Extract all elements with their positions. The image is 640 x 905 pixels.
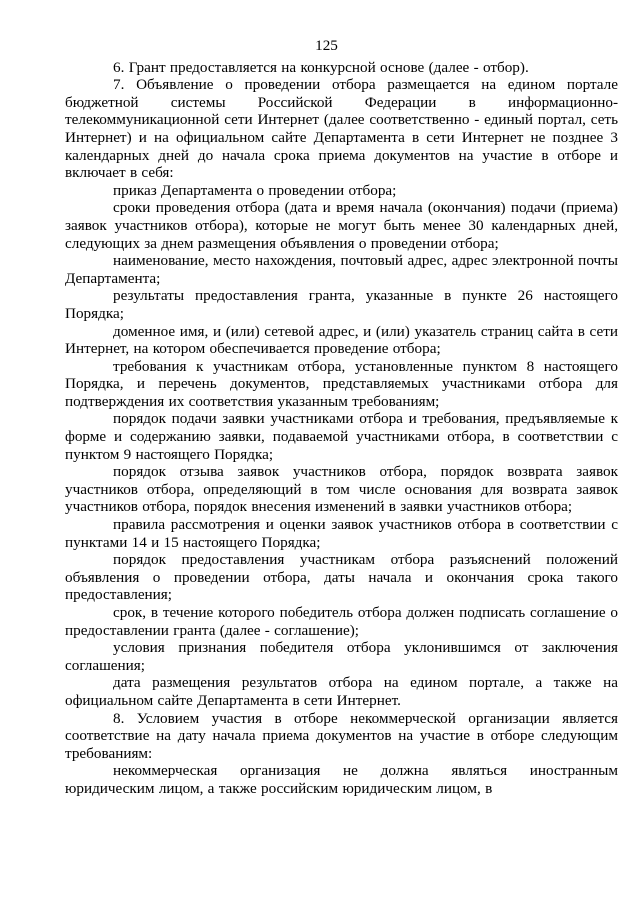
paragraph: некоммерческая организация не должна являться иностранным юридическим лицом, а также российским юридическим лицом, в	[65, 762, 618, 797]
paragraph: 7. Объявление о проведении отбора размещается на едином портале бюджетной системы Российской Федерации в информационно-телекоммуникационной сети Интернет (далее соответственно - единый портал, сеть Интернет) и на официальном сайте Департамента в сети Интернет не позднее 3 календарных дней до начала срока приема документов на участие в отборе и включает в себя:	[65, 76, 618, 182]
paragraph: результаты предоставления гранта, указанные в пункте 26 настоящего Порядка;	[65, 287, 618, 322]
paragraph: срок, в течение которого победитель отбора должен подписать соглашение о предоставлении гранта (далее - соглашение);	[65, 604, 618, 639]
paragraph: порядок предоставления участникам отбора разъяснений положений объявления о проведении отбора, даты начала и окончания срока такого предоставления;	[65, 551, 618, 604]
paragraph: порядок подачи заявки участниками отбора и требования, предъявляемые к форме и содержанию заявки, подаваемой участниками отбора, в соответствии с пунктом 9 настоящего Порядка;	[65, 410, 618, 463]
paragraph: приказ Департамента о проведении отбора;	[113, 181, 397, 199]
paragraph: 6. Грант предоставляется на конкурсной основе (далее - отбор).	[113, 58, 529, 76]
paragraph: условия признания победителя отбора уклонившимся от заключения соглашения;	[65, 639, 618, 674]
page-number: 125	[315, 37, 338, 54]
paragraph: правила рассмотрения и оценки заявок участников отбора в соответствии с пунктами 14 и 15 настоящего Порядка;	[65, 516, 618, 551]
paragraph: наименование, место нахождения, почтовый адрес, адрес электронной почты Департамента;	[65, 252, 618, 287]
paragraph: 8. Условием участия в отборе некоммерческой организации является соответствие на дату начала приема документов на участие в отборе следующим требованиям:	[65, 709, 618, 762]
paragraph: порядок отзыва заявок участников отбора, порядок возврата заявок участников отбора, определяющий в том числе основания для возврата заявок участников отбора, порядок внесения изменений в заявки участников отбора;	[65, 463, 618, 516]
paragraph: сроки проведения отбора (дата и время начала (окончания) подачи (приема) заявок участников отбора), которые не могут быть менее 30 календарных дней, следующих за днем размещения объявления о проведении отбора;	[65, 199, 618, 252]
paragraph: требования к участникам отбора, установленные пунктом 8 настоящего Порядка, и перечень документов, представляемых участниками отбора для подтверждения их соответствия указанным требованиям;	[65, 357, 618, 410]
paragraph: доменное имя, и (или) сетевой адрес, и (или) указатель страниц сайта в сети Интернет, на котором обеспечивается проведение отбора;	[65, 322, 618, 358]
paragraph: дата размещения результатов отбора на едином портале, а также на официальном сайте Департамента в сети Интернет.	[65, 674, 618, 709]
